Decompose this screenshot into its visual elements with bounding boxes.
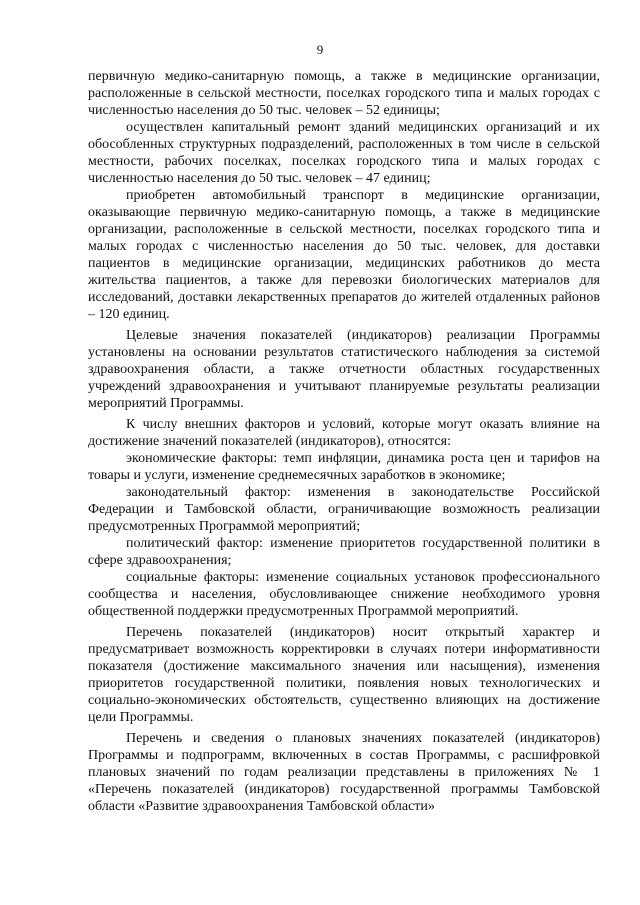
document-body — [88, 68, 600, 815]
paragraph-continuation: первичную медико-санитарную помощь, а также в медицинские организации, расположенные в сельской местности, поселках городского типа и малых городах с численностью населения до 50 тыс. человек – 52 единицы; — [88, 69, 600, 118]
paragraph-target-values: Целевые значения показателей (индикаторов) реализации Программы установлены на основании результатов статистического наблюдения за системой здравоохранения области, а также отчетности областных государственных учреждений здравоохранения и учитывают планируемые результаты реализации мероприятий Программы. — [88, 328, 600, 411]
paragraph-capital-repair: осуществлен капитальный ремонт зданий медицинских организаций и их обособленных структурных подразделений, расположенных в том числе в сельской местности, рабочих поселках, поселках городского типа и малых городах с численностью населения до 50 тыс. человек – 47 единиц; — [88, 120, 600, 186]
paragraph-social-factors: социальные факторы: изменение социальных установок профессионального сообщества и населения, обусловливающее снижение необходимого уровня общественной поддержки предусмотренных Программой мероприятий. — [88, 570, 600, 619]
paragraph-legislative-factor: законодательный фактор: изменения в законодательстве Российской Федерации и Тамбовской области, ограничивающие возможность реализации предусмотренных Программой мероприятий; — [88, 485, 600, 534]
page-number: 9 — [316, 42, 324, 57]
paragraph-indicators-list: Перечень показателей (индикаторов) носит открытый характер и предусматривает возможность корректировки в случаях потери информативности показателя (достижение максимального значения или насыщения), изменения приоритетов государственной политики, появления новых технологических и социально-экономических обстоятельств, существенно влияющих на достижение цели Программы. — [88, 625, 600, 725]
paragraph-appendix-reference: Перечень и сведения о плановых значениях показателей (индикаторов) Программы и подпрограмм, включенных в состав Программы, с расшифровкой плановых значений по годам реализации представлены в приложениях № 1 «Перечень показателей (индикаторов) государственной программы Тамбовской области «Развитие здравоохранения Тамбовской области» — [88, 731, 600, 814]
paragraph-political-factor: политический фактор: изменение приоритетов государственной политики в сфере здравоохранения; — [88, 536, 600, 568]
paragraph-vehicles: приобретен автомобильный транспорт в медицинские организации, оказывающие первичную медико-санитарную помощь, а также в медицинские организации, расположенные в сельской местности, поселках городского типа и малых городах с численностью населения до 50 тыс. человек, для доставки пациентов в медицинские организации, медицинских работников до места жительства пациентов, а также для перевозки биологических материалов для исследований, доставки лекарственных препаратов до жителей отдаленных районов – 120 единиц. — [88, 188, 600, 322]
paragraph-external-factors: К числу внешних факторов и условий, которые могут оказать влияние на достижение значений показателей (индикаторов), относятся: — [88, 417, 600, 449]
paragraph-economic-factors: экономические факторы: темп инфляции, динамика роста цен и тарифов на товары и услуги, изменение среднемесячных заработков в экономике; — [88, 451, 600, 483]
